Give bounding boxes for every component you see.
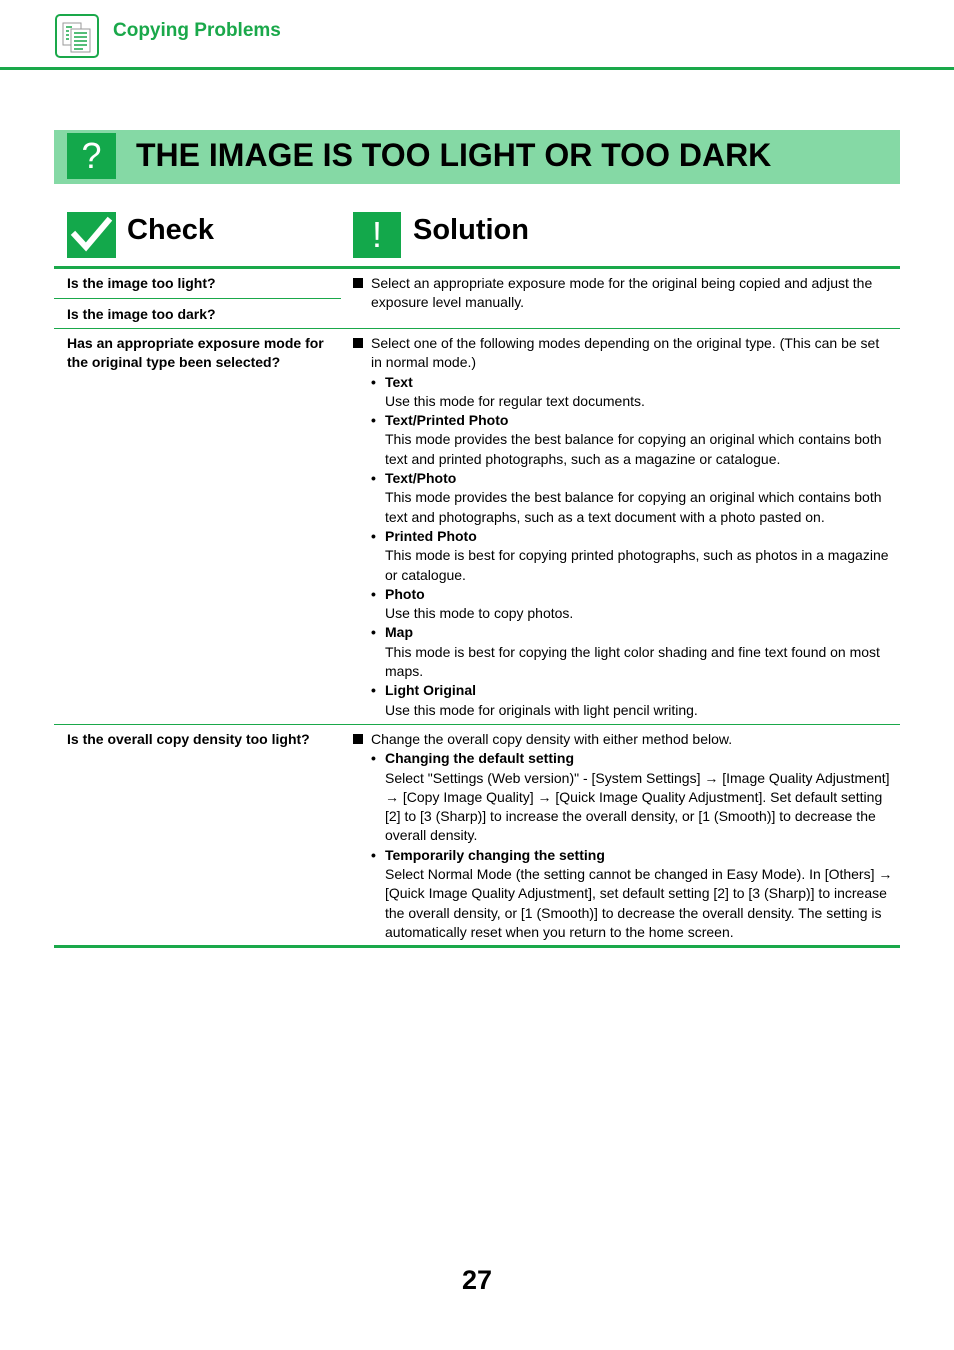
page-number: 27 [461, 1265, 493, 1295]
heading-band [54, 130, 900, 184]
method-title: • Temporarily changing the setting [371, 846, 893, 865]
section-title[interactable]: Copying Problems [113, 20, 281, 41]
mode-description: This mode provides the best balance for copying an original which contains both text and photographs, such as a text document with a photo pasted on. [385, 489, 882, 525]
mode-item [371, 373, 893, 412]
solution-text: Change the overall copy density with either method below. [371, 731, 733, 747]
check-question: Is the overall copy density too light? [67, 731, 310, 747]
copy-document-icon [55, 14, 99, 58]
mode-title: • Light Original [371, 681, 893, 700]
mode-item [371, 411, 893, 469]
mode-description: Use this mode for regular text documents. [385, 392, 645, 409]
page-title: THE IMAGE IS TOO LIGHT OR TOO DARK [136, 137, 772, 173]
mode-item [371, 527, 893, 585]
solution-column-header [353, 212, 653, 258]
method-description: Select Normal Mode (the setting cannot be changed in Easy Mode). In [Others] → [Quick Image Quality Adjustment], set default setting [2] to [3 (Sharp)] to increase the overall density, or [1 (Smooth)] to decrease the overall density. The setting is automatically reset when you return to the home screen. [385, 866, 893, 940]
square-bullet-icon [353, 278, 363, 288]
header-divider [0, 67, 954, 70]
checkmark-icon [67, 212, 116, 258]
check-question: Is the image too dark? [67, 306, 216, 322]
square-bullet-icon [353, 338, 363, 348]
check-column-label: Check [127, 214, 215, 246]
mode-title: • Text/Printed Photo [371, 411, 893, 430]
table-bottom-rule [54, 945, 900, 948]
check-column-header [67, 212, 327, 258]
row-divider [54, 328, 900, 329]
row-divider [54, 298, 341, 299]
mode-description: Use this mode for originals with light pencil writing. [385, 701, 698, 718]
question-badge-icon: ? [67, 133, 116, 179]
solution-cell [353, 274, 893, 313]
row-divider [54, 724, 900, 725]
mode-item [371, 469, 893, 527]
mode-title: • Text [371, 373, 893, 392]
solution-cell [353, 334, 893, 720]
mode-title: • Text/Photo [371, 469, 893, 488]
mode-description: This mode provides the best balance for copying an original which contains both text and printed photographs, such as a magazine or catalogue. [385, 431, 882, 467]
mode-item [371, 585, 893, 624]
check-question: Is the image too light? [67, 275, 216, 291]
exclamation-icon: ! [353, 212, 401, 258]
method-description: Select "Settings (Web version)" - [System Settings] → [Image Quality Adjustment] → [Copy Image Quality] → [Quick Image Quality Adjustment]. Set default setting [2] to [3 (Sharp)] to increase the overall density, or [1 (Smooth)] to decrease the overall density. [385, 769, 890, 844]
mode-title: • Photo [371, 585, 893, 604]
solution-cell [353, 730, 893, 942]
page-header [0, 0, 954, 70]
mode-description: This mode is best for copying the light color shading and fine text found on most maps. [385, 643, 880, 680]
method-title: • Changing the default setting [371, 749, 893, 768]
mode-title: • Map [371, 623, 893, 642]
check-question: Has an appropriate exposure mode for the original type been selected? [67, 335, 324, 371]
square-bullet-icon [353, 734, 363, 744]
solution-text: Select one of the following modes depending on the original type. (This can be set in normal mode.) [371, 335, 880, 371]
solution-text: Select an appropriate exposure mode for the original being copied and adjust the exposure level manually. [371, 275, 873, 311]
table-top-rule [54, 266, 900, 269]
mode-description: Use this mode to copy photos. [385, 605, 574, 622]
method-item [371, 749, 893, 845]
method-item [371, 846, 893, 942]
mode-title: • Printed Photo [371, 527, 893, 546]
mode-item [371, 623, 893, 681]
solution-column-label: Solution [413, 214, 529, 246]
mode-description: This mode is best for copying printed photographs, such as photos in a magazine or catalogue. [385, 547, 889, 583]
mode-item [371, 681, 893, 720]
